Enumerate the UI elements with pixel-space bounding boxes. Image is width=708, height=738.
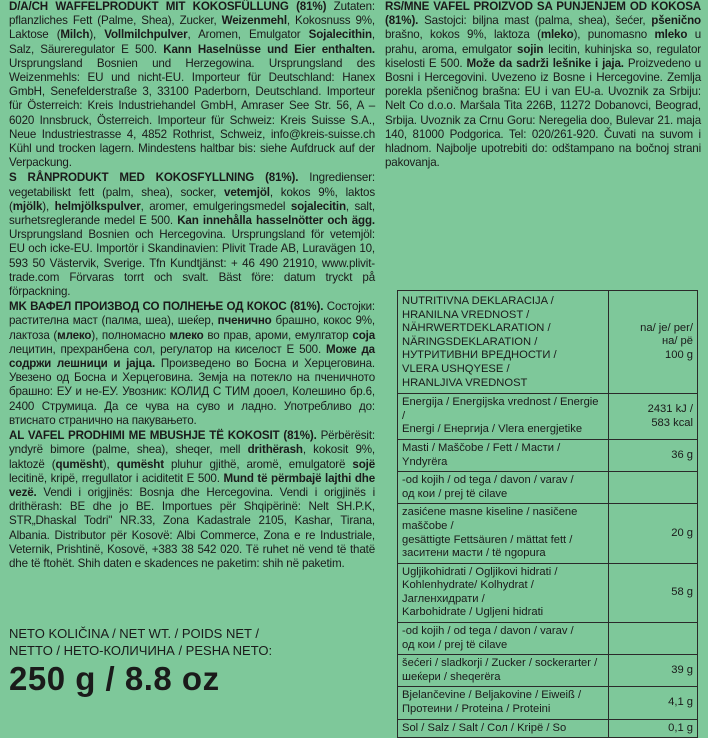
body-text: Proizvedeno u Bosni i Hercegovini. Uvezeno iz Bosne i Hercegovine. Zemlja porekla pšeničnog brašna: EU i van EU-a. Uvoznik za Srbiju: Nelt Co d.o.o. Maršala Tita 226B, 11272 Dobanovci, Beograd, Srbija. Uvoznik za Crnu Goru: Neregelia doo, Bulevar 21. maja 140, 81000 Podgorica. Tel: 020/261-920. Čuvati na suvom i hladnom. Najbolje upotrebiti do: odštampano na bočnoj strani pakovanja.	[385, 56, 701, 170]
nutrient-name-line: Sol / Salz / Salt / Сол / Kripë / So	[402, 721, 567, 734]
nutrient-name-line: шеќери / sheqerëra	[402, 670, 501, 683]
allergen-text: vetemjöl	[224, 185, 270, 199]
nutrition-row	[398, 719, 698, 738]
body-text: ),	[89, 28, 105, 42]
allergen-text: mjölk	[12, 199, 43, 213]
paragraph-heading: RS/MNE VAFEL PROIZVOD SA PUNJENJEM OD KOKOSA (81%).	[385, 0, 701, 28]
allergen-text: Weizenmehl	[221, 14, 287, 28]
nutrition-header-line: НУТРИТИВНИ ВРЕДНОСТИ /	[402, 349, 557, 362]
ingredient-paragraph	[385, 0, 701, 170]
body-text: Ingredienser: vegetabiliskt fett (palm, shea), socker,	[9, 171, 375, 199]
ingredient-paragraph	[9, 300, 375, 428]
nutrition-header-line: NÄHRWERTDEKLARATION /	[402, 322, 551, 335]
allergen-text: helmjölkspulver	[54, 199, 141, 213]
nutrient-name	[398, 504, 609, 563]
nutrient-value	[609, 563, 698, 622]
nutrient-name	[398, 719, 609, 738]
body-text: Ursprungsland Bosnien und Herzegowina. Ursprungsland des Weizenmehls: EU und nicht-EU. Importeur für Deutschland: Hanex GmbH, Senefelderstraße 3, 33100 Paderborn, Deutschland. Importeur für Österreich: Kreis Industriehandel GmbH, Amraser See Str. 56, A – 6020 Innsbruck, Österreich. Importeur für Schweiz: Kreis Suisse S.A., Neue Industriestrasse 4, 4852 Rothrist, Schweiz, info@kreis-suisse.ch Kühl und trocken lagern. Mindestens haltbar bis: siehe Aufdruck auf der Verpackung.	[9, 56, 375, 170]
left-text-column	[9, 0, 375, 572]
body-text: brašno, kokos 9%, laktoza (	[385, 28, 541, 42]
nutrition-header-line: HRANILNA VREDNOST /	[402, 308, 530, 321]
allergen-text: Sojalecithin	[308, 28, 372, 42]
body-text: Përbërësit: yndyrë bimore (palme, shea), sheqer, mell	[9, 429, 375, 457]
net-quantity-label	[9, 626, 272, 659]
nutrient-value-line: 2431 kJ /	[647, 402, 693, 415]
ingredient-paragraph	[9, 171, 375, 299]
body-text: Zutaten: pflanzliches Fett (Palme, Shea), Zucker,	[9, 0, 375, 28]
nutrient-value	[609, 439, 698, 471]
allergen-text: Kann Haselnüsse und Eier enthalten.	[163, 42, 375, 56]
nutrition-header	[398, 291, 609, 394]
nutrient-name-line: Energi / Енергија / Vlera energjetike	[402, 423, 583, 436]
nutrient-value	[609, 504, 698, 563]
nutrition-row	[398, 504, 698, 563]
nutrition-row	[398, 687, 698, 719]
allergen-text: Milch	[60, 28, 90, 42]
body-text: , kokosit 9%, laktozë (	[9, 443, 375, 471]
nutrient-name	[398, 394, 609, 440]
per-100g-line: на/ pë	[661, 335, 693, 348]
per-100g-header	[609, 291, 698, 394]
body-text: лецитин, прехранбена сол, регулатор на киселост Е 500.	[9, 342, 327, 356]
nutrient-name	[398, 563, 609, 622]
nutrient-name-line: од кои / prej të cilave	[402, 487, 508, 500]
allergen-text: mleko	[540, 28, 574, 42]
nutrient-value-line: 58 g	[671, 586, 693, 599]
nutrient-name-line: Bjelančevine / Beljakovine / Eiweiß /	[402, 689, 582, 702]
allergen-text: млеко	[57, 328, 92, 342]
nutrition-row	[398, 655, 698, 687]
nutrient-name	[398, 623, 609, 655]
nutrition-header-line: NUTRITIVNA DEKLARACIJA /	[402, 295, 554, 307]
body-text: Состојки: растителна маст (палма, шеа), шеќер,	[9, 300, 375, 328]
allergen-text: mleko	[654, 28, 688, 42]
body-text: , aromer, emulgeringsmedel	[140, 199, 291, 213]
nutrient-name-line: zasićene masne kiseline / nasičene maščobe /	[402, 506, 578, 532]
nutrient-name-line: -od kojih / od tega / davon / varav /	[402, 474, 574, 487]
body-text: Vendi i origjinës: Bosnja dhe Hercegovina. Vendi i origjinës i drithërash: BE dhe jo BE. Importues për Shqipërinë: Nelt SH.P.K, STR„Dhaskal Todri" NR.33, Zona Kadastrale 2105, Kashar, Tirana, Albania. Distributor për Kosovë: Albi Commerce, Zona e re Industriale, Veternik, Prishtinë, Kosovë, +383 38 542 020. Të ruhet në vend të thatë dhe të ftohët. Shih daten e skadences ne paketim: shih në paketim.	[9, 485, 375, 570]
body-text: , salt, surhetsreglerande medel E 500.	[9, 199, 375, 228]
body-text: во прав, ароми, емулгатор	[203, 328, 353, 342]
body-text: lecitinë, kripë, rregullator i aciditetit E 500.	[9, 471, 224, 485]
nutrient-value	[609, 687, 698, 719]
nutrition-row	[398, 472, 698, 504]
body-text: , Kokosnuss 9%, Laktose (	[9, 14, 376, 42]
nutrition-header-line: HRANLJIVA VREDNOST	[402, 376, 528, 389]
nutrient-name-line: -od kojih / od tega / davon / varav /	[402, 625, 574, 638]
nutrient-value-line: 4,1 g	[668, 696, 693, 709]
nutrient-value	[609, 394, 698, 440]
body-text: брашно, кокос 9%, лактоза (	[9, 314, 375, 342]
allergen-text: млеко	[169, 328, 204, 342]
nutrition-row	[398, 394, 698, 440]
nutrition-table	[397, 290, 698, 738]
ingredient-paragraph	[9, 429, 375, 571]
body-text: , kokos 9%, laktos (	[9, 185, 375, 213]
allergen-text: пченично	[217, 314, 272, 328]
nutrient-name-line: Протеини / Proteina / Proteini	[402, 703, 551, 716]
allergen-text: sojalecitin	[290, 199, 346, 213]
nutrient-name	[398, 655, 609, 687]
allergen-text: Mund të përmbajë lajthi dhe vezë.	[9, 471, 375, 499]
body-text: ), punomasno	[573, 28, 655, 42]
nutrient-value-line: 36 g	[671, 448, 693, 461]
body-text: Произведено во Босна и Херцеговина. Увезено од Босна и Херцеговина. Земја на потекло на пченичното брашно: ЕУ и не-ЕУ. Увозник: КОЛИД С ТИМ дооел, Колешино бр.6, 2400 Струмица. Да се чува на суво и ладно. Употребливо до: втиснато странично на пакувањето.	[9, 357, 376, 427]
body-text: ),	[102, 457, 117, 471]
allergen-text: Može da sadrži lešnike i jaja.	[466, 56, 624, 70]
nutrient-name	[398, 472, 609, 504]
nutrient-value-line: 39 g	[671, 664, 693, 677]
allergen-text: sojë	[352, 457, 376, 471]
nutrition-header-line: VLERA USHQYESE /	[402, 362, 510, 375]
body-text: Ursprungsland Bosnien och Hercegovina. Ursprungsland för vetemjöl: EU och icke-EU. Importör i Skandinavien: Plivit Trade AB, Luravägen 10, 593 50 Västervik, Sverige. Tfn Kundtjänst: + 46 490 21910, www.plivit-trade.com Förvaras torrt och svalt. Bäst före: datum tryckt på förpackning.	[9, 228, 375, 299]
allergen-text: Vollmilchpulver	[104, 28, 188, 42]
allergen-text: drithërash	[247, 443, 303, 457]
allergen-text: pšenično	[651, 14, 701, 28]
nutrient-name-line: Kohlenhydrate/ Kolhydrat / Јагленхидрати /	[402, 579, 534, 605]
nutrient-value	[609, 655, 698, 687]
nutrition-row	[398, 623, 698, 655]
nutrient-value-line: 0,1 g	[668, 721, 693, 734]
body-text: , Aromen, Emulgator	[187, 28, 309, 42]
right-text-column	[385, 0, 701, 171]
nutrient-name-line: gesättigte Fettsäuren / mättat fett /	[402, 533, 573, 546]
nutrient-value	[609, 719, 698, 738]
body-text: lecitin, kuhinjska so, regulator kiselosti E 500.	[385, 42, 701, 70]
allergen-text: Може да содржи лешници и јајца.	[9, 342, 375, 371]
nutrient-name-line: Ugljikohidrati / Ogljikovi hidrati /	[402, 565, 558, 578]
nutrition-row	[398, 439, 698, 471]
allergen-text: qumësht	[116, 457, 164, 471]
allergen-text: qumësht	[55, 457, 103, 471]
nutrient-value-line: 583 kcal	[651, 416, 693, 429]
per-100g-line: na/ je/ per/	[640, 321, 693, 334]
nutrition-header-line: NÄRINGSDEKLARATION /	[402, 335, 538, 348]
nutrient-value	[609, 623, 698, 655]
body-text: ), полномасно	[91, 328, 170, 342]
ingredient-paragraph	[9, 0, 375, 170]
nutrient-name	[398, 439, 609, 471]
nutrient-name	[398, 687, 609, 719]
per-100g-line: 100 g	[665, 348, 693, 361]
nutrient-name-line: Masti / Maščobe / Fett / Масти / Yndyrëra	[402, 441, 561, 468]
body-text: pluhur gjithë, aromë, emulgatorë	[163, 457, 353, 471]
body-text: , Salz, Säureregulator E 500.	[9, 28, 375, 56]
nutrient-name-line: заситени масти / të ngopura	[402, 547, 546, 560]
nutrient-name-line: šećeri / sladkorji / Zucker / sockerarter /	[402, 657, 598, 670]
paragraph-heading: AL VAFEL PRODHIMI ME MBUSHJE TË KOKOSIT (81%).	[9, 429, 317, 443]
paragraph-heading: D/A/CH WAFFELPRODUKT MIT KOKOSFÜLLUNG (81%)	[9, 0, 327, 13]
nutrient-value	[609, 472, 698, 504]
net-label-line: NETO KOLIČINA / NET WT. / POIDS NET /	[9, 626, 259, 641]
nutrient-name-line: од кои / prej të cilave	[402, 638, 508, 651]
nutrient-name-line: Karbohidrate / Ugljeni hidrati	[402, 606, 544, 619]
body-text: ),	[42, 199, 55, 213]
allergen-text: sojin	[517, 42, 544, 56]
nutrient-name-line: Energija / Energijska vrednost / Energie /	[402, 396, 599, 422]
paragraph-heading: MK ВАФЕЛ ПРОИЗВОД СО ПОЛНЕЊЕ ОД КОКОС (81%).	[9, 300, 324, 314]
body-text: Sastojci: biljna mast (palma, shea), šećer,	[418, 14, 652, 28]
net-weight: 250 g / 8.8 oz	[9, 660, 220, 697]
allergen-text: соја	[352, 328, 375, 342]
nutrition-header-row	[398, 291, 698, 394]
nutrition-row	[398, 563, 698, 622]
paragraph-heading: S RÅNPRODUKT MED KOKOSFYLLNING (81%).	[9, 171, 299, 185]
nutrient-value-line: 20 g	[671, 526, 693, 539]
body-text: u prahu, aroma, emulgator	[385, 28, 701, 56]
allergen-text: Kan innehålla hasselnötter och ägg.	[177, 214, 375, 228]
net-label-line: NETTO / НЕТО-КОЛИЧИНА / PESHA NETO:	[9, 642, 273, 658]
